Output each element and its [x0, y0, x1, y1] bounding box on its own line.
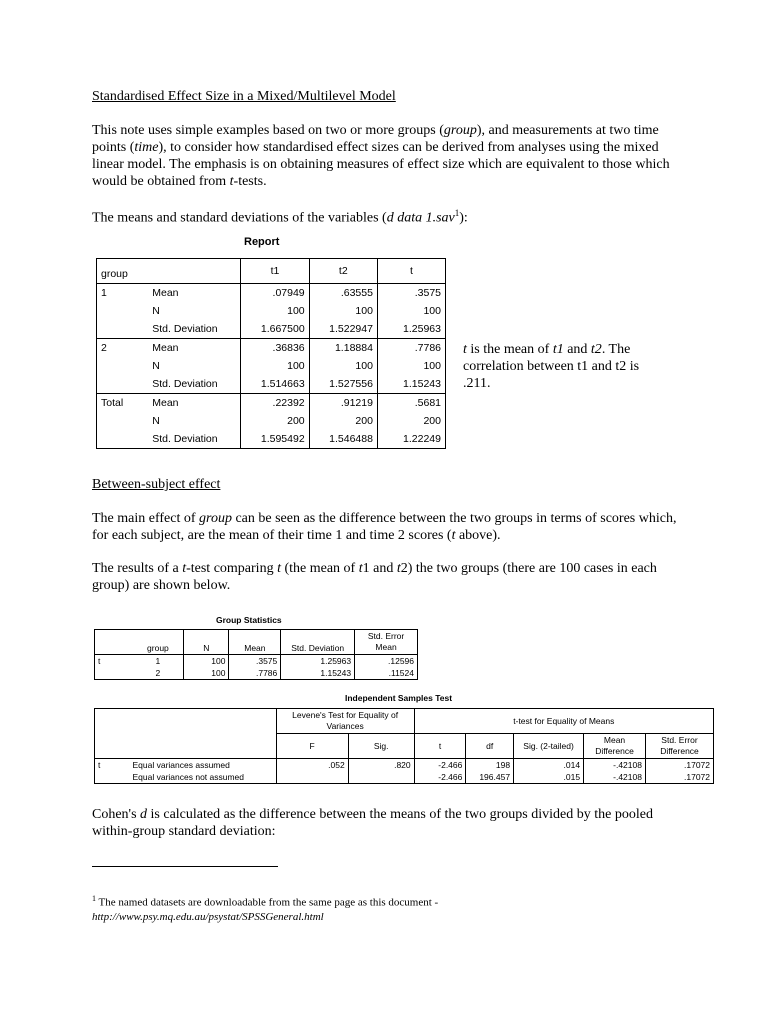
table-row	[95, 667, 418, 680]
value-cell: 1.18884	[309, 339, 377, 358]
col-header: Sig. (2-tailed)	[514, 734, 584, 759]
stat-cell: Std. Deviation	[148, 375, 241, 394]
table-row	[97, 284, 446, 303]
group-cell	[97, 302, 149, 320]
table-row	[95, 759, 714, 772]
value-cell	[348, 771, 414, 784]
report-table	[96, 258, 446, 449]
intro-paragraph: This note uses simple examples based on two or more groups (group), and measurements at two time points (time), to consider how standardised effect sizes can be derived from analyses using the mixed linear model. The emphasis is on obtaining measures of effect size which are equivalent to those which would be obtained from t-tests.	[92, 123, 670, 189]
value-cell: .820	[348, 759, 414, 772]
value-cell: 1.22249	[377, 430, 445, 449]
col-header: df	[466, 734, 514, 759]
value-cell: .3575	[377, 284, 445, 303]
value-cell: 196.457	[466, 771, 514, 784]
row-label: Equal variances assumed	[130, 759, 277, 772]
means-paragraph: The means and standard deviations of the variables (d data 1.sav$^1$):	[92, 208, 468, 226]
col-header: Std. Error Difference	[645, 734, 713, 759]
col-header: Std. Deviation	[281, 630, 355, 655]
col-header-t2: t2	[309, 259, 377, 284]
stat-cell: Std. Deviation	[148, 320, 241, 339]
value-cell: 1.546488	[309, 430, 377, 449]
report-header-row	[97, 259, 446, 284]
value-cell: .014	[514, 759, 584, 772]
value-cell: 100	[184, 655, 229, 668]
group-cell: Total	[97, 394, 149, 413]
value-cell: 100	[377, 357, 445, 375]
table-row	[95, 771, 714, 784]
stat-cell: N	[148, 412, 241, 430]
value-cell: 200	[377, 412, 445, 430]
col-header: F	[276, 734, 348, 759]
value-cell: .3575	[229, 655, 281, 668]
lead-cell: t	[95, 759, 130, 772]
independent-test-title: Independent Samples Test	[345, 693, 453, 703]
col-header: Mean Difference	[584, 734, 646, 759]
group-cell	[97, 375, 149, 394]
page-title: Standardised Effect Size in a Mixed/Multilevel Model	[92, 89, 396, 104]
stat-cell: Mean	[148, 339, 241, 358]
table-header-row	[95, 630, 418, 655]
lead-cell: t	[95, 655, 133, 668]
stat-cell: Mean	[148, 284, 241, 303]
value-cell: 1.595492	[241, 430, 309, 449]
table-row	[97, 430, 446, 449]
group-cell	[97, 412, 149, 430]
lead-cell	[95, 771, 130, 784]
value-cell: 100	[309, 357, 377, 375]
value-cell: 1.527556	[309, 375, 377, 394]
value-cell: 200	[309, 412, 377, 430]
value-cell: .5681	[377, 394, 445, 413]
group-cell: 1	[133, 655, 184, 668]
col-header-t: t	[377, 259, 445, 284]
value-cell: -2.466	[414, 771, 466, 784]
value-cell: 1.15243	[281, 667, 355, 680]
table-row	[97, 320, 446, 339]
value-cell: .91219	[309, 394, 377, 413]
table-row	[97, 394, 446, 413]
results-paragraph: The results of a t-test comparing t (the mean of t1 and t2) the two groups (there are 100 cases in each group) are shown below.	[92, 561, 657, 593]
value-cell: .12596	[355, 655, 418, 668]
report-title: Report	[244, 236, 280, 248]
value-cell: 1.15243	[377, 375, 445, 394]
main-effect-paragraph: The main effect of group can be seen as the difference between the two groups in terms of scores which, for each subject, are the mean of their time 1 and time 2 scores (t above).	[92, 511, 677, 543]
stat-cell: Std. Deviation	[148, 430, 241, 449]
value-cell: .7786	[377, 339, 445, 358]
row-label: Equal variances not assumed	[132, 772, 245, 782]
footnote-url: http://www.psy.mq.edu.au/psystat/SPSSGeneral.html	[92, 910, 324, 923]
value-cell: .36836	[241, 339, 309, 358]
group-cell	[97, 357, 149, 375]
between-subject-heading: Between-subject effect	[92, 477, 221, 492]
group-cell	[97, 430, 149, 449]
group-cell: 2	[97, 339, 149, 358]
value-cell: 100	[184, 667, 229, 680]
col-header-t1: t1	[241, 259, 309, 284]
value-cell: 1.514663	[241, 375, 309, 394]
col-header: N	[184, 630, 229, 655]
value-cell: 198	[466, 759, 514, 772]
footnote-divider	[92, 866, 278, 867]
table-header-row	[95, 709, 714, 734]
levene-header: Levene's Test for Equality of Variances	[276, 709, 414, 734]
group-cell	[97, 320, 149, 339]
value-cell: 1.25963	[281, 655, 355, 668]
value-cell: 100	[241, 357, 309, 375]
value-cell: .07949	[241, 284, 309, 303]
value-cell: 1.25963	[377, 320, 445, 339]
stat-cell: N	[148, 357, 241, 375]
group-cell: 1	[97, 284, 149, 303]
lead-cell	[95, 667, 133, 680]
value-cell: .015	[514, 771, 584, 784]
table-row	[97, 339, 446, 358]
stat-cell: Mean	[148, 394, 241, 413]
group-cell: 2	[155, 668, 161, 678]
table-row	[97, 375, 446, 394]
value-cell	[276, 771, 348, 784]
col-header: group	[147, 643, 169, 653]
value-cell: -.42108	[584, 759, 646, 772]
group-statistics-title: Group Statistics	[216, 615, 282, 625]
value-cell: -2.466	[414, 759, 466, 772]
value-cell: 1.667500	[241, 320, 309, 339]
value-cell: 100	[241, 302, 309, 320]
cohen-paragraph: Cohen's d is calculated as the difference between the means of the two groups divided by the pooled within-group standard deviation:	[92, 807, 653, 839]
group-statistics-table	[94, 629, 418, 680]
independent-samples-table	[94, 708, 714, 784]
value-cell: .11524	[355, 667, 418, 680]
stat-cell: N	[148, 302, 241, 320]
value-cell: 200	[241, 412, 309, 430]
table-row	[97, 302, 446, 320]
col-header: t	[414, 734, 466, 759]
value-cell: .17072	[645, 759, 713, 772]
value-cell: 100	[377, 302, 445, 320]
table-row	[97, 412, 446, 430]
value-cell: .22392	[241, 394, 309, 413]
col-header: Mean	[229, 630, 281, 655]
value-cell: .63555	[309, 284, 377, 303]
side-note: t is the mean of t1 and t2. The correlation between t1 and t2 is .211.	[463, 342, 640, 391]
value-cell: 100	[309, 302, 377, 320]
table-row	[97, 357, 446, 375]
value-cell: .052	[276, 759, 348, 772]
value-cell: .7786	[229, 667, 281, 680]
value-cell: .17072	[645, 771, 713, 784]
table-row	[95, 655, 418, 668]
footnote: $^1$ The named datasets are downloadable from the same page as this document - http://www.psy.mq.edu.au/psystat/SPSSGeneral.html	[92, 894, 439, 923]
col-header: Std. Error Mean	[355, 630, 418, 655]
col-header: Sig.	[348, 734, 414, 759]
group-header: group	[101, 268, 128, 280]
value-cell: 1.522947	[309, 320, 377, 339]
value-cell: -.42108	[584, 771, 646, 784]
ttest-header: t-test for Equality of Means	[414, 709, 713, 734]
